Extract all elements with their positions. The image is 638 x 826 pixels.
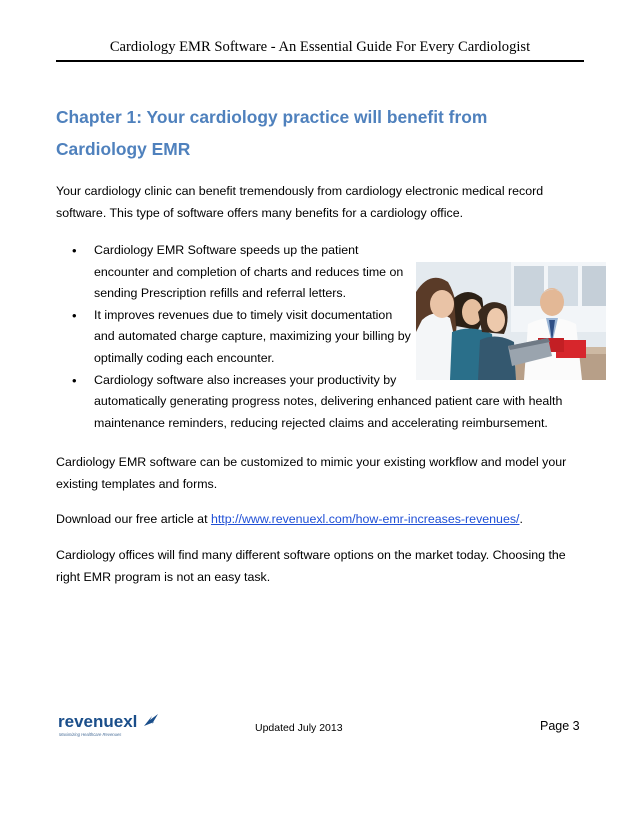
benefit-1-line1: Cardiology EMR Software speeds up the patient (94, 243, 359, 257)
revenuexl-logo-tagline: Maximizing Healthcare Revenues (59, 732, 122, 737)
doctor-consultation-photo (416, 262, 606, 380)
benefit-item-revenue (56, 305, 424, 370)
chapter-title-line1: Chapter 1: Your cardiology practice will benefit from (56, 107, 488, 127)
benefit-item-speed (56, 240, 424, 305)
customize-line2: existing templates and forms. (56, 477, 218, 491)
benefit-3-line2: automatically generating progress notes, delivering enhanced patient care with health (94, 394, 563, 409)
intro-line2: software. This type of software offers many benefits for a cardiology office. (56, 206, 464, 220)
footer-page-number: Page 3 (540, 719, 580, 733)
download-article-link[interactable]: http://www.revenuexl.com/how-emr-increases-revenues/ (210, 512, 520, 526)
closing-line1: Cardiology offices will find many different software options on the market today. Choosing the (56, 548, 566, 562)
chapter-title-line2: Cardiology EMR (56, 139, 191, 159)
benefit-2-line1: It improves revenues due to timely visit documentation (94, 307, 393, 322)
page-header-title: Cardiology EMR Software - An Essential Guide For Every Cardiologist (109, 39, 531, 55)
footer-updated-date: Updated July 2013 (255, 722, 343, 734)
logo-swoosh-icon (144, 714, 158, 726)
chapter-title (56, 101, 576, 165)
benefit-1-line3: sending Prescription refills and referral letters. (94, 286, 347, 301)
download-paragraph (56, 508, 586, 530)
revenuexl-logo-graphic (58, 710, 162, 740)
customize-paragraph (56, 451, 586, 495)
revenuexl-logo-wordmark: revenuexl (58, 712, 138, 731)
page-header (56, 38, 584, 62)
customize-line1: Cardiology EMR software can be customized to mimic your existing workflow and model your (56, 455, 567, 469)
benefit-2-line3: optimally coding each encounter. (94, 350, 275, 365)
benefit-2-line2: and automated charge capture, maximizing your billing by (94, 329, 411, 344)
closing-line2: right EMR program is not an easy task. (56, 570, 271, 584)
doctor-consultation-illustration (416, 262, 606, 380)
revenuexl-logo (58, 710, 162, 740)
benefit-1-line2: encounter and completion of charts and reduces time on (94, 264, 404, 279)
download-suffix: . (519, 512, 523, 526)
intro-paragraph (56, 180, 586, 224)
benefit-3-line1: Cardiology software also increases your productivity by (94, 372, 397, 387)
closing-paragraph (56, 544, 586, 588)
benefit-3-line3: maintenance reminders, reducing rejected claims and accelerating reimbursement. (94, 415, 548, 430)
intro-line1: Your cardiology clinic can benefit tremendously from cardiology electronic medical record (56, 184, 544, 198)
download-prefix: Download our free article at (56, 512, 211, 526)
